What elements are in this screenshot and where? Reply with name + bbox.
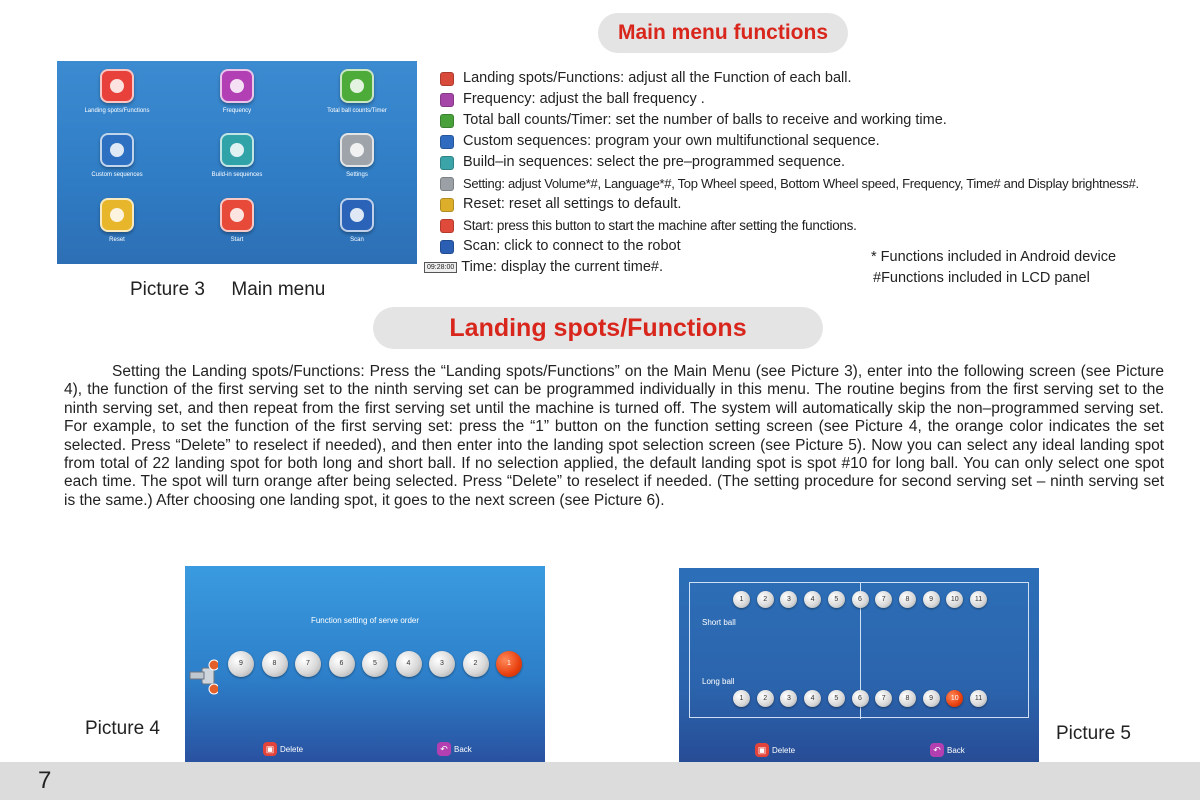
caption-picture-5: Picture 5: [1056, 723, 1131, 744]
short-ball-spot[interactable]: 10: [946, 591, 963, 608]
robot-icon: [188, 656, 218, 698]
function-item: [437, 152, 1197, 173]
long-ball-spot[interactable]: 2: [757, 690, 774, 707]
short-ball-spot[interactable]: 5: [828, 591, 845, 608]
main-menu-screenshot: [57, 61, 417, 264]
menu-tile[interactable]: [302, 198, 412, 243]
time-text: Time: display the current time#.: [461, 259, 663, 275]
function-icon: [440, 135, 454, 149]
serve-order-title: Function setting of serve order: [310, 616, 420, 625]
grid-icon: [220, 133, 254, 167]
back-arrow-icon: ↶: [437, 742, 451, 756]
short-ball-spot[interactable]: 8: [899, 591, 916, 608]
function-item: [437, 68, 1197, 89]
target-icon: [100, 69, 134, 103]
menu-tile[interactable]: [62, 133, 172, 178]
function-text: Reset: reset all settings to default.: [463, 196, 682, 212]
back-label: Back: [454, 744, 472, 754]
long-ball-spot[interactable]: 9: [923, 690, 940, 707]
menu-tile[interactable]: [182, 69, 292, 114]
function-text: Setting: adjust Volume*#, Language*#, Top Wheel speed, Bottom Wheel speed, Frequency, Time# and Display brightness#.: [463, 176, 1139, 191]
back-button[interactable]: [930, 743, 965, 757]
menu-tile-label: Frequency: [222, 108, 252, 114]
reset-icon: [100, 198, 134, 232]
long-ball-spot[interactable]: 8: [899, 690, 916, 707]
menu-tile[interactable]: [62, 198, 172, 243]
delete-button[interactable]: [263, 742, 303, 756]
section-title-main-menu: Main menu functions: [598, 13, 848, 53]
menu-tile[interactable]: [62, 69, 172, 114]
serve-set-button[interactable]: 3: [429, 651, 455, 677]
hand-icon: [100, 133, 134, 167]
menu-tile-label: Settings: [346, 172, 368, 178]
serve-set-button[interactable]: 5: [362, 651, 388, 677]
long-ball-spot[interactable]: 10: [946, 690, 963, 707]
function-text: Custom sequences: program your own multifunctional sequence.: [463, 133, 880, 149]
function-item: [437, 194, 1197, 215]
long-ball-spot[interactable]: 5: [828, 690, 845, 707]
gear-icon: [340, 133, 374, 167]
menu-tile-label: Reset: [109, 237, 125, 243]
function-text: Frequency: adjust the ball frequency .: [463, 91, 705, 107]
long-ball-spot[interactable]: 6: [852, 690, 869, 707]
long-ball-spot[interactable]: 11: [970, 690, 987, 707]
note-lcd: #Functions included in LCD panel: [873, 270, 1090, 286]
function-item: [437, 173, 1197, 194]
function-text: Scan: click to connect to the robot: [463, 238, 681, 254]
function-text: Landing spots/Functions: adjust all the Function of each ball.: [463, 70, 852, 86]
back-label: Back: [947, 745, 965, 755]
function-icon: [440, 156, 454, 170]
long-ball-spot[interactable]: 7: [875, 690, 892, 707]
short-ball-spot[interactable]: 7: [875, 591, 892, 608]
menu-tile[interactable]: [182, 133, 292, 178]
scan-icon: [340, 198, 374, 232]
clock-icon: [340, 69, 374, 103]
function-icon: [440, 72, 454, 86]
short-ball-spot[interactable]: 2: [757, 591, 774, 608]
function-list: [427, 68, 1197, 278]
function-text: Build–in sequences: select the pre–programmed sequence.: [463, 154, 846, 170]
short-ball-spot[interactable]: 11: [970, 591, 987, 608]
landing-spot-screenshot: [679, 568, 1039, 766]
serve-set-button[interactable]: 8: [262, 651, 288, 677]
serve-set-button[interactable]: 9: [228, 651, 254, 677]
function-icon: [440, 240, 454, 254]
page-number: 7: [38, 767, 52, 794]
serve-set-button[interactable]: 1: [496, 651, 522, 677]
short-ball-spot[interactable]: 1: [733, 591, 750, 608]
serve-set-button[interactable]: 7: [295, 651, 321, 677]
function-item: [437, 215, 1197, 236]
start-icon: [220, 198, 254, 232]
function-item: [437, 89, 1197, 110]
function-text: Start: press this button to start the machine after setting the functions.: [463, 218, 857, 233]
function-icon: [440, 198, 454, 212]
function-text: Total ball counts/Timer: set the number of balls to receive and working time.: [463, 112, 947, 128]
function-item: [437, 131, 1197, 152]
section-title-landing-spots: Landing spots/Functions: [373, 307, 823, 349]
short-ball-spot[interactable]: 9: [923, 591, 940, 608]
back-arrow-icon: ↶: [930, 743, 944, 757]
menu-tile-label: Total ball counts/Timer: [327, 108, 387, 114]
short-ball-spot[interactable]: 3: [780, 591, 797, 608]
time-badge: 09:28:00: [424, 262, 457, 273]
function-icon: [440, 114, 454, 128]
function-icon: [440, 93, 454, 107]
menu-tile[interactable]: [302, 133, 412, 178]
menu-tile-label: Custom sequences: [91, 172, 143, 178]
short-ball-spot[interactable]: 4: [804, 591, 821, 608]
menu-tile-label: Build-in sequences: [211, 172, 263, 178]
trash-icon: ▣: [263, 742, 277, 756]
function-icon: [440, 177, 454, 191]
short-ball-label: Short ball: [702, 618, 736, 627]
function-item: [437, 110, 1197, 131]
trash-icon: ▣: [755, 743, 769, 757]
menu-tile-label: Landing spots/Functions: [84, 108, 150, 114]
serve-set-button[interactable]: 6: [329, 651, 355, 677]
menu-tile-label: Scan: [350, 237, 364, 243]
menu-tile[interactable]: [302, 69, 412, 114]
long-ball-spot[interactable]: 4: [804, 690, 821, 707]
long-ball-spot[interactable]: 3: [780, 690, 797, 707]
long-ball-label: Long ball: [702, 677, 735, 686]
page-footer-band: [0, 762, 1200, 800]
caption-picture-4: Picture 4: [85, 718, 160, 739]
body-paragraph: Setting the Landing spots/Functions: Press the “Landing spots/Functions” on the Main Menu (see Picture 3), enter into the following screen (see Picture 4), the function of the first serving set to the ninth serving set can be programmed individually in this menu. The routine begins from the first serving set to the ninth serving set, and then repeat from the first serving set until the machine is turned off. The system will automatically skip the non–programmed serving set. For example, to set the function of the first serving set: press the “1” button on the function setting screen (see Picture 4, the orange color indicates the set selected. Press “Delete” to reselect if needed), and then enter into the landing spot selection screen (see Picture 5). Now you can select any ideal landing spot from total of 22 landing spot for both long and short ball. If no selection applied, the default landing spot is spot #10 for long ball. You can only select one spot each time. The spot will turn orange after being selected. Press “Delete” to reselect if needed. (The setting procedure for second serving set – ninth serving set is the same.) After choosing one landing spot, it goes to the next screen (see Picture 6).: [64, 363, 1164, 509]
caption-picture-3: Picture 3 Main menu: [130, 279, 326, 300]
serve-order-screenshot: [185, 566, 545, 767]
serve-set-button[interactable]: 2: [463, 651, 489, 677]
dots-icon: [220, 69, 254, 103]
long-ball-spot[interactable]: 1: [733, 690, 750, 707]
menu-tile[interactable]: [182, 198, 292, 243]
back-button[interactable]: [437, 742, 472, 756]
function-icon: [440, 219, 454, 233]
delete-button[interactable]: [755, 743, 795, 757]
serve-set-button[interactable]: 4: [396, 651, 422, 677]
delete-label: Delete: [772, 745, 796, 755]
note-android: * Functions included in Android device: [871, 249, 1117, 265]
short-ball-spot[interactable]: 6: [852, 591, 869, 608]
menu-tile-label: Start: [230, 237, 244, 243]
delete-label: Delete: [280, 744, 304, 754]
